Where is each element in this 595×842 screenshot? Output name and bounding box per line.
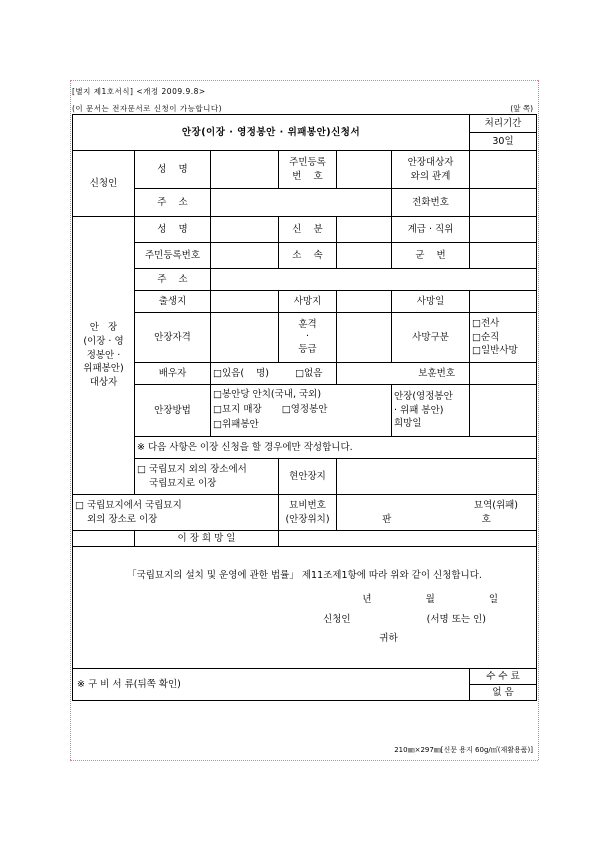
target-death-type-label: 사망구분: [392, 313, 470, 363]
target-name-field[interactable]: [211, 217, 279, 243]
margin-guide-right: [538, 80, 539, 760]
electronic-note: (이 문서는 전자문서로 신청이 가능합니다): [72, 104, 223, 113]
applicant-rrn-label: 주민등록 번 호: [279, 151, 337, 189]
target-veteran-no-field[interactable]: [470, 363, 537, 385]
relocation-wish-date-field[interactable]: [279, 531, 537, 547]
target-birthplace-field[interactable]: [211, 291, 279, 313]
target-section: 안 장 (이장 · 영 정봉안 · 위패봉안) 대상자: [73, 217, 135, 495]
target-death-place-label: 사망지: [279, 291, 337, 313]
applicant-name-field[interactable]: [211, 151, 279, 189]
target-death-date-label: 사망일: [392, 291, 470, 313]
target-death-place-field[interactable]: [337, 291, 392, 313]
spouse-options: [211, 363, 337, 385]
target-status-label: 신 분: [279, 217, 337, 243]
target-address-label: 주 소: [135, 269, 211, 291]
target-rrn-field[interactable]: [211, 243, 279, 269]
relocation-option-out[interactable]: □ 국립묘지에서 국립묘지 외의 장소로 이장: [73, 495, 279, 531]
target-address-field[interactable]: [211, 269, 537, 291]
checkbox-general-death[interactable]: □일반사망: [472, 345, 518, 357]
side-label: (앞 쪽): [510, 104, 533, 113]
recipient-label: 귀하: [379, 633, 398, 645]
form-title: 안장(이장 · 영정봉안 · 위패봉안)신청서: [73, 115, 470, 151]
signature-placeholder[interactable]: (서명 또는 인): [426, 613, 486, 625]
target-rank-label: 계급 · 직위: [392, 217, 470, 243]
current-site-label: 현안장지: [279, 459, 337, 495]
checkbox-tablet-enshrine[interactable]: □위패봉안: [213, 418, 259, 430]
grave-no-label: 묘비번호 (안장위치): [279, 495, 337, 531]
target-service-no-label: 군 번: [392, 243, 470, 269]
margin-guide-top: [70, 80, 538, 81]
target-rrn-label: 주민등록번호: [135, 243, 211, 269]
applicant-phone-label: 전화번호: [392, 189, 470, 217]
target-decoration-label: 훈격 · 등급: [279, 313, 337, 363]
checkbox-grave-burial[interactable]: □묘지 매장: [213, 404, 262, 416]
applicant-address-field[interactable]: [211, 189, 392, 217]
burial-method-options: [211, 385, 392, 437]
applicant-relation-field[interactable]: [470, 151, 537, 189]
form-number: [별지 제1호서식] <개정 2009.9.8>: [72, 87, 206, 96]
target-veteran-no-label: 보훈번호: [337, 363, 470, 385]
fee-value: 없 음: [470, 685, 537, 701]
application-form: [72, 114, 537, 701]
target-name-label: 성 명: [135, 217, 211, 243]
checkbox-line-of-duty[interactable]: □순직: [472, 331, 500, 343]
relocation-wish-date-label: 이 장 희 망 일: [135, 531, 279, 547]
recipient-line: [81, 632, 528, 646]
applicant-sign-label: 신청인: [323, 613, 351, 625]
declaration-block: [73, 547, 537, 669]
required-docs-label: ※ 구 비 서 류(뒤쪽 확인): [73, 669, 470, 701]
target-decoration-field[interactable]: [337, 313, 392, 363]
target-rank-field[interactable]: [470, 217, 537, 243]
target-unit-label: 소 속: [279, 243, 337, 269]
checkbox-spouse-yes[interactable]: □있음( 명): [213, 367, 269, 379]
target-service-no-field[interactable]: [470, 243, 537, 269]
target-death-date-field[interactable]: [470, 291, 537, 313]
signature-line: [81, 613, 528, 627]
processing-value: 30일: [470, 133, 537, 151]
applicant-name-label: 성 명: [135, 151, 211, 189]
grave-location-field[interactable]: [337, 495, 537, 531]
tomb-area-label: 묘역(위패): [473, 499, 519, 511]
target-qual-label: 안장자격: [135, 313, 211, 363]
death-type-options: [470, 313, 537, 363]
target-unit-field[interactable]: [337, 243, 392, 269]
fee-label: 수 수 료: [470, 669, 537, 685]
checkbox-killed-in-action[interactable]: □전사: [472, 317, 500, 329]
gwan-label: 판: [382, 513, 392, 525]
applicant-phone-field[interactable]: [470, 189, 537, 217]
target-qual-field[interactable]: [211, 313, 279, 363]
relocation-option-into[interactable]: □ 국립묘지 외의 장소에서 국립묘지로 이장: [135, 459, 279, 495]
checkbox-columbarium[interactable]: □봉안당 안치(국내, 국외): [213, 389, 322, 401]
declaration-text: 「국립묘지의 설치 및 운영에 관한 법률」 제11조제1항에 따라 위와 같이 신청합니다.: [127, 569, 482, 581]
target-birthplace-label: 출생지: [135, 291, 211, 313]
margin-guide-left: [70, 80, 71, 760]
checkbox-portrait-enshrine[interactable]: □영정봉안: [281, 404, 328, 416]
year-label: 년: [362, 593, 372, 605]
checkbox-spouse-no[interactable]: □없음: [295, 367, 323, 379]
target-enshrine-date-label: 안장(영정봉안 · 위패 봉안) 희망일: [392, 385, 470, 437]
margin-guide-bottom: [70, 760, 538, 761]
target-spouse-label: 배우자: [135, 363, 211, 385]
target-enshrine-date-field[interactable]: [470, 385, 537, 437]
processing-label: 처리기간: [470, 115, 537, 133]
target-method-label: 안장방법: [135, 385, 211, 437]
applicant-address-label: 주 소: [135, 189, 211, 217]
applicant-rrn-field[interactable]: [337, 151, 392, 189]
target-status-field[interactable]: [337, 217, 392, 243]
date-line: [81, 593, 528, 607]
month-label: 월: [425, 593, 435, 605]
current-site-field[interactable]: [337, 459, 537, 495]
paper-spec: 210㎜×297㎜[신문 용지 60g/㎡(재활용품)]: [394, 746, 533, 754]
relocation-note: ※ 다음 사항은 이장 신청을 할 경우에만 작성합니다.: [135, 437, 537, 459]
applicant-relation-label: 안장대상자 와의 관계: [392, 151, 470, 189]
day-label: 일: [488, 593, 499, 605]
ho-label: 호: [481, 513, 491, 525]
applicant-section: 신청인: [73, 151, 135, 217]
